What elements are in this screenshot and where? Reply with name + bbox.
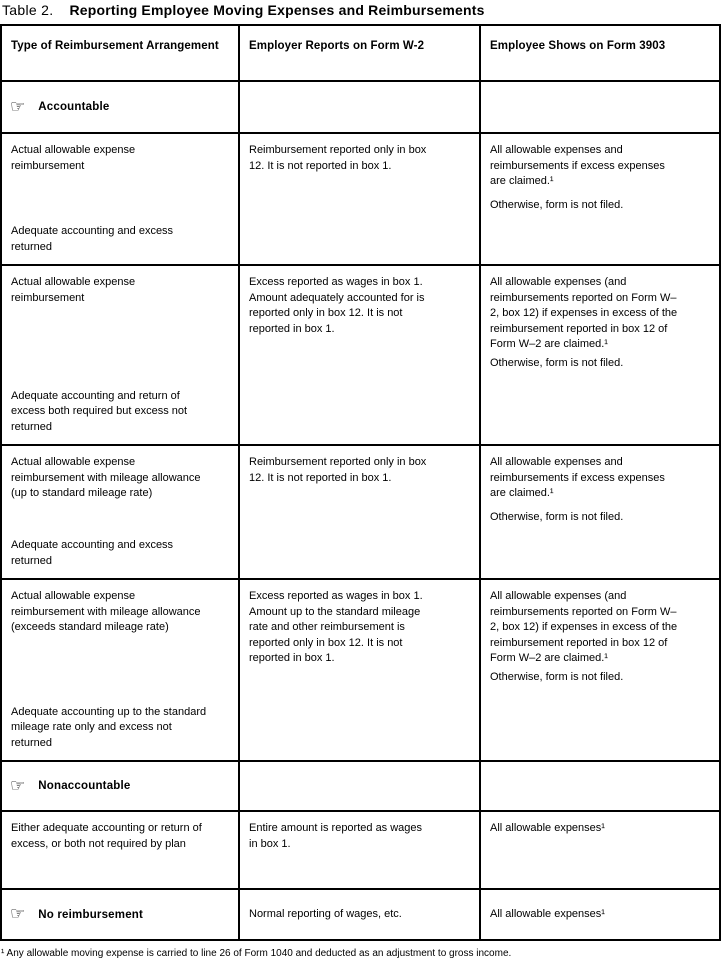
employee-3903-text: All allowable expenses (and reimbursements reported on Form W–2, box 12) if expenses in excess of the reimbursement reported in box 12 of Form W–2 are claimed.¹ bbox=[490, 590, 678, 664]
employer-w2-text: Normal reporting of wages, etc. bbox=[249, 907, 402, 920]
employee-3903-text: All allowable expenses and reimbursements if excess expenses are claimed.¹ bbox=[490, 456, 665, 499]
accounting-text: Adequate accounting and excess returned bbox=[11, 539, 174, 567]
employee-3903-note: Otherwise, form is not filed. bbox=[490, 198, 624, 211]
employer-w2-text: Excess reported as wages in box 1. Amount adequately accounted for is reported only in box 12. It is not reported in box 1. bbox=[249, 276, 425, 335]
section-row-accountable bbox=[2, 82, 719, 134]
table-row bbox=[2, 812, 719, 890]
employee-3903-note: Otherwise, form is not filed. bbox=[490, 670, 624, 683]
employee-3903-cell bbox=[481, 812, 719, 888]
column-header-employer-w2: Employer Reports on Form W-2 bbox=[240, 26, 481, 80]
employer-w2-cell bbox=[240, 890, 481, 939]
employer-w2-text: Entire amount is reported as wages in box 1. bbox=[249, 822, 423, 850]
employer-w2-cell bbox=[240, 134, 481, 264]
table-heading: Reporting Employee Moving Expenses and Reimbursements bbox=[69, 2, 485, 18]
column-header-arrangement: Type of Reimbursement Arrangement bbox=[2, 26, 240, 80]
employee-3903-text: All allowable expenses¹ bbox=[490, 822, 605, 834]
employee-3903-text: All allowable expenses and reimbursements if excess expenses are claimed.¹ bbox=[490, 144, 665, 187]
employer-w2-cell bbox=[240, 266, 481, 444]
section-label: Accountable bbox=[38, 101, 110, 113]
empty-cell bbox=[481, 762, 719, 810]
arrangement-text: Actual allowable expense reimbursement with mileage allowance (exceeds standard mileage rate) bbox=[11, 590, 201, 633]
section-row-no-reimbursement bbox=[2, 890, 719, 939]
employee-3903-note: Otherwise, form is not filed. bbox=[490, 356, 624, 369]
arrangement-cell bbox=[2, 266, 240, 444]
employee-3903-cell bbox=[481, 580, 719, 760]
table-row bbox=[2, 134, 719, 266]
reimbursement-table bbox=[0, 24, 721, 941]
employer-w2-cell bbox=[240, 812, 481, 888]
arrangement-text: Either adequate accounting or return of excess, or both not required by plan bbox=[11, 822, 202, 850]
empty-cell bbox=[240, 762, 481, 810]
section-label-cell bbox=[2, 890, 240, 939]
column-header-employee-3903: Employee Shows on Form 3903 bbox=[490, 40, 666, 52]
employee-3903-cell bbox=[481, 890, 719, 939]
arrangement-text: Actual allowable expense reimbursement bbox=[11, 144, 136, 172]
section-label-cell bbox=[2, 82, 240, 132]
section-row-nonaccountable bbox=[2, 762, 719, 812]
employer-w2-cell bbox=[240, 580, 481, 760]
arrangement-text: Actual allowable expense reimbursement bbox=[11, 276, 136, 304]
table-number: Table 2. bbox=[2, 2, 54, 18]
arrangement-cell bbox=[2, 134, 240, 264]
footnote: ¹ Any allowable moving expense is carried to line 26 of Form 1040 and deducted as an adjustment to gross income. bbox=[1, 948, 512, 959]
employee-3903-cell bbox=[481, 446, 719, 578]
section-label: Nonaccountable bbox=[38, 780, 131, 792]
arrangement-cell bbox=[2, 580, 240, 760]
table-title bbox=[0, 2, 721, 18]
empty-cell bbox=[240, 82, 481, 132]
table-row bbox=[2, 580, 719, 762]
empty-cell bbox=[481, 82, 719, 132]
arrangement-cell bbox=[2, 446, 240, 578]
pointing-hand-icon: ☞ bbox=[10, 775, 26, 796]
employee-3903-text: All allowable expenses¹ bbox=[490, 907, 605, 920]
accounting-text: Adequate accounting and return of excess both required but excess not returned bbox=[11, 389, 188, 433]
employer-w2-text: Reimbursement reported only in box 12. It is not reported in box 1. bbox=[249, 456, 427, 484]
arrangement-text: Actual allowable expense reimbursement with mileage allowance (up to standard mileage rate) bbox=[11, 456, 201, 499]
employee-3903-cell bbox=[481, 134, 719, 264]
table-row bbox=[2, 446, 719, 580]
pointing-hand-icon: ☞ bbox=[10, 904, 26, 924]
employer-w2-cell bbox=[240, 446, 481, 578]
accounting-text: Adequate accounting up to the standard mileage rate only and excess not returned bbox=[11, 705, 207, 749]
employee-3903-cell bbox=[481, 266, 719, 444]
section-label-cell bbox=[2, 762, 240, 810]
employee-3903-note: Otherwise, form is not filed. bbox=[490, 510, 624, 523]
employee-3903-text: All allowable expenses (and reimbursements reported on Form W–2, box 12) if expenses in excess of the reimbursement reported in box 12 of Form W–2 are claimed.¹ bbox=[490, 276, 678, 350]
table-header-row bbox=[2, 26, 719, 82]
pointing-hand-icon: ☞ bbox=[10, 96, 26, 117]
arrangement-cell bbox=[2, 812, 240, 888]
section-label: No reimbursement bbox=[38, 908, 144, 921]
table-row bbox=[2, 266, 719, 446]
accounting-text: Adequate accounting and excess returned bbox=[11, 225, 174, 253]
employer-w2-text: Reimbursement reported only in box 12. It is not reported in box 1. bbox=[249, 144, 427, 172]
employer-w2-text: Excess reported as wages in box 1. Amount up to the standard mileage rate and other reimbursement is reported only in box 12. It is not reported in box 1. bbox=[249, 590, 423, 664]
